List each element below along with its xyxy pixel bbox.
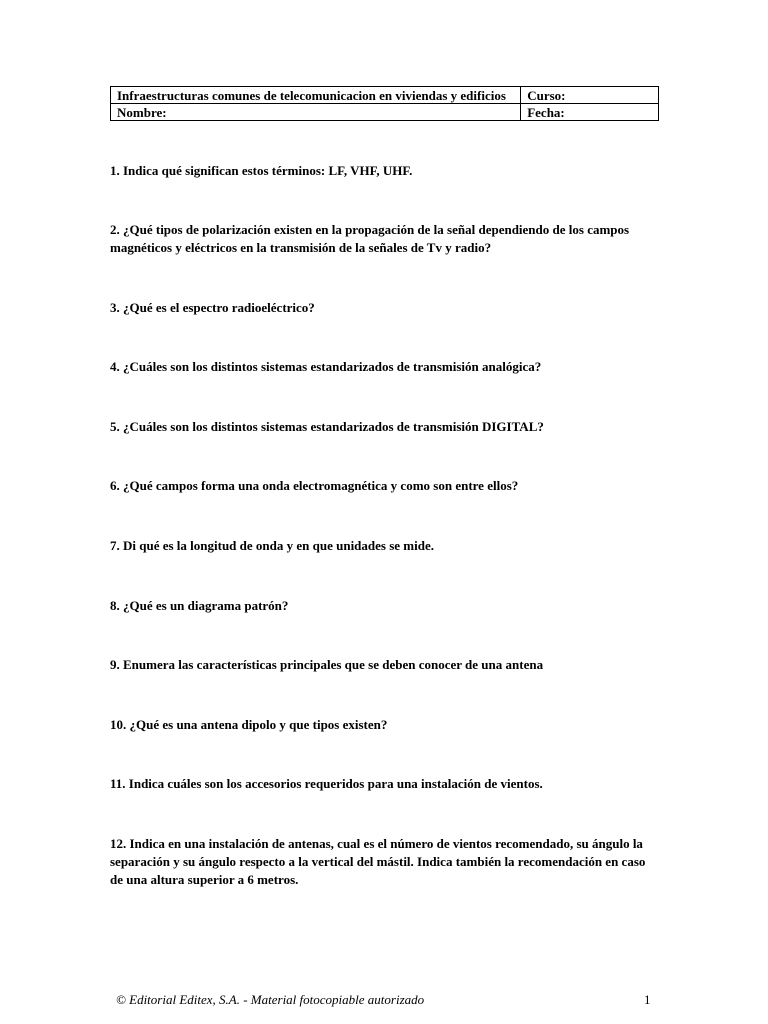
header-row-title	[111, 87, 659, 104]
question-4: 4. ¿Cuáles son los distintos sistemas estandarizados de transmisión analógica?	[110, 359, 542, 374]
header-row-name	[111, 104, 659, 121]
question-3: 3. ¿Qué es el espectro radioeléctrico?	[110, 300, 315, 315]
question-8: 8. ¿Qué es un diagrama patrón?	[110, 598, 289, 613]
question-7: 7. Di qué es la longitud de onda y en que unidades se mide.	[110, 538, 434, 553]
footer-copyright: © Editorial Editex, S.A. - Material fotocopiable autorizado	[116, 992, 425, 1007]
question-10: 10. ¿Qué es una antena dipolo y que tipos existen?	[110, 717, 388, 732]
question-6: 6. ¿Qué campos forma una onda electromagnética y como son entre ellos?	[110, 478, 519, 493]
question-2: 2. ¿Qué tipos de polarización existen en la propagación de la señal dependiendo de los campos magnéticos y eléctricos en la transmisión de la señales de Tv y radio?	[110, 222, 630, 255]
course-field: Curso:	[521, 87, 659, 104]
header-table	[110, 86, 659, 121]
question-5: 5. ¿Cuáles son los distintos sistemas estandarizados de transmisión DIGITAL?	[110, 419, 544, 434]
question-9: 9. Enumera las características principales que se deben conocer de una antena	[110, 657, 544, 672]
question-1: 1. Indica qué significan estos términos: LF, VHF, UHF.	[110, 163, 413, 178]
course-title-cell: Infraestructuras comunes de telecomunicacion en viviendas y edificios	[111, 87, 521, 104]
name-field: Nombre:	[111, 104, 521, 121]
page-number: 1	[644, 992, 651, 1007]
question-12: 12. Indica en una instalación de antenas, cual es el número de vientos recomendado, su ángulo la separación y su ángulo respecto a la vertical del mástil. Indica también la recomendación en caso de una altura superior a 6 metros.	[110, 836, 646, 887]
date-field: Fecha:	[521, 104, 659, 121]
question-11: 11. Indica cuáles son los accesorios requeridos para una instalación de vientos.	[110, 776, 543, 791]
